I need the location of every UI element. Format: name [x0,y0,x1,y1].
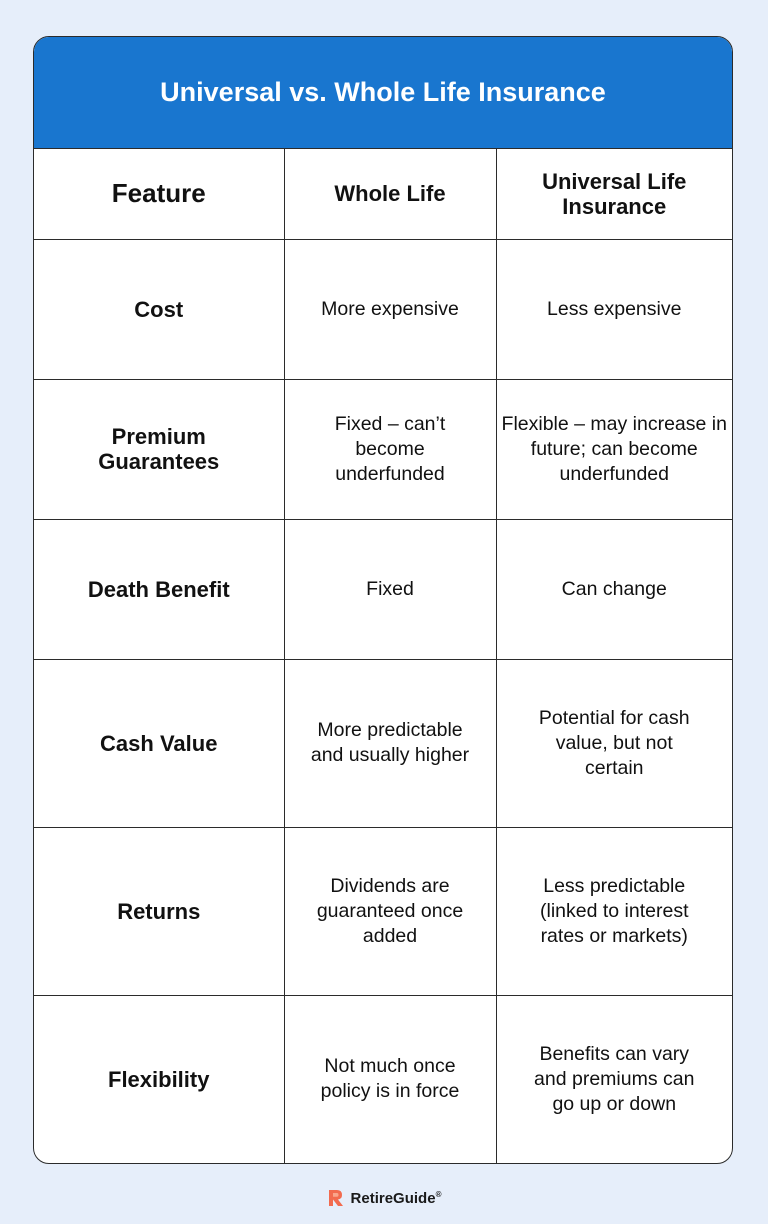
table-title: Universal vs. Whole Life Insurance [34,37,732,149]
column-header-universal-life: Universal Life Insurance [496,149,732,239]
whole-life-cell: More predictable and usually higher [284,659,496,827]
table-row [34,239,732,379]
whole-life-cell: More expensive [284,239,496,379]
feature-cell: Returns [34,827,284,995]
universal-life-cell: Flexible – may increase in future; can become underfunded [496,379,732,519]
table-row [34,379,732,519]
table-row [34,827,732,995]
feature-cell: Cash Value [34,659,284,827]
universal-life-cell: Less expensive [496,239,732,379]
brand-name: RetireGuide® [350,1189,442,1207]
comparison-table [34,149,732,1163]
universal-life-cell: Less predictable (linked to interest rates or markets) [496,827,732,995]
table-row [34,659,732,827]
table-row [34,519,732,659]
universal-life-cell: Potential for cash value, but not certain [496,659,732,827]
feature-cell: Death Benefit [34,519,284,659]
brand-footer [0,1184,768,1212]
whole-life-cell: Fixed – can’t become underfunded [284,379,496,519]
comparison-card [33,36,733,1164]
universal-life-cell: Can change [496,519,732,659]
feature-cell: Cost [34,239,284,379]
header-row [34,149,732,239]
whole-life-cell: Dividends are guaranteed once added [284,827,496,995]
whole-life-cell: Not much once policy is in force [284,995,496,1163]
whole-life-cell: Fixed [284,519,496,659]
column-header-feature: Feature [34,149,284,239]
feature-cell: Premium Guarantees [34,379,284,519]
feature-cell: Flexibility [34,995,284,1163]
column-header-whole-life: Whole Life [284,149,496,239]
table-row [34,995,732,1163]
universal-life-cell: Benefits can vary and premiums can go up or down [534,1042,695,1115]
retireguide-logo-icon [327,1188,345,1208]
